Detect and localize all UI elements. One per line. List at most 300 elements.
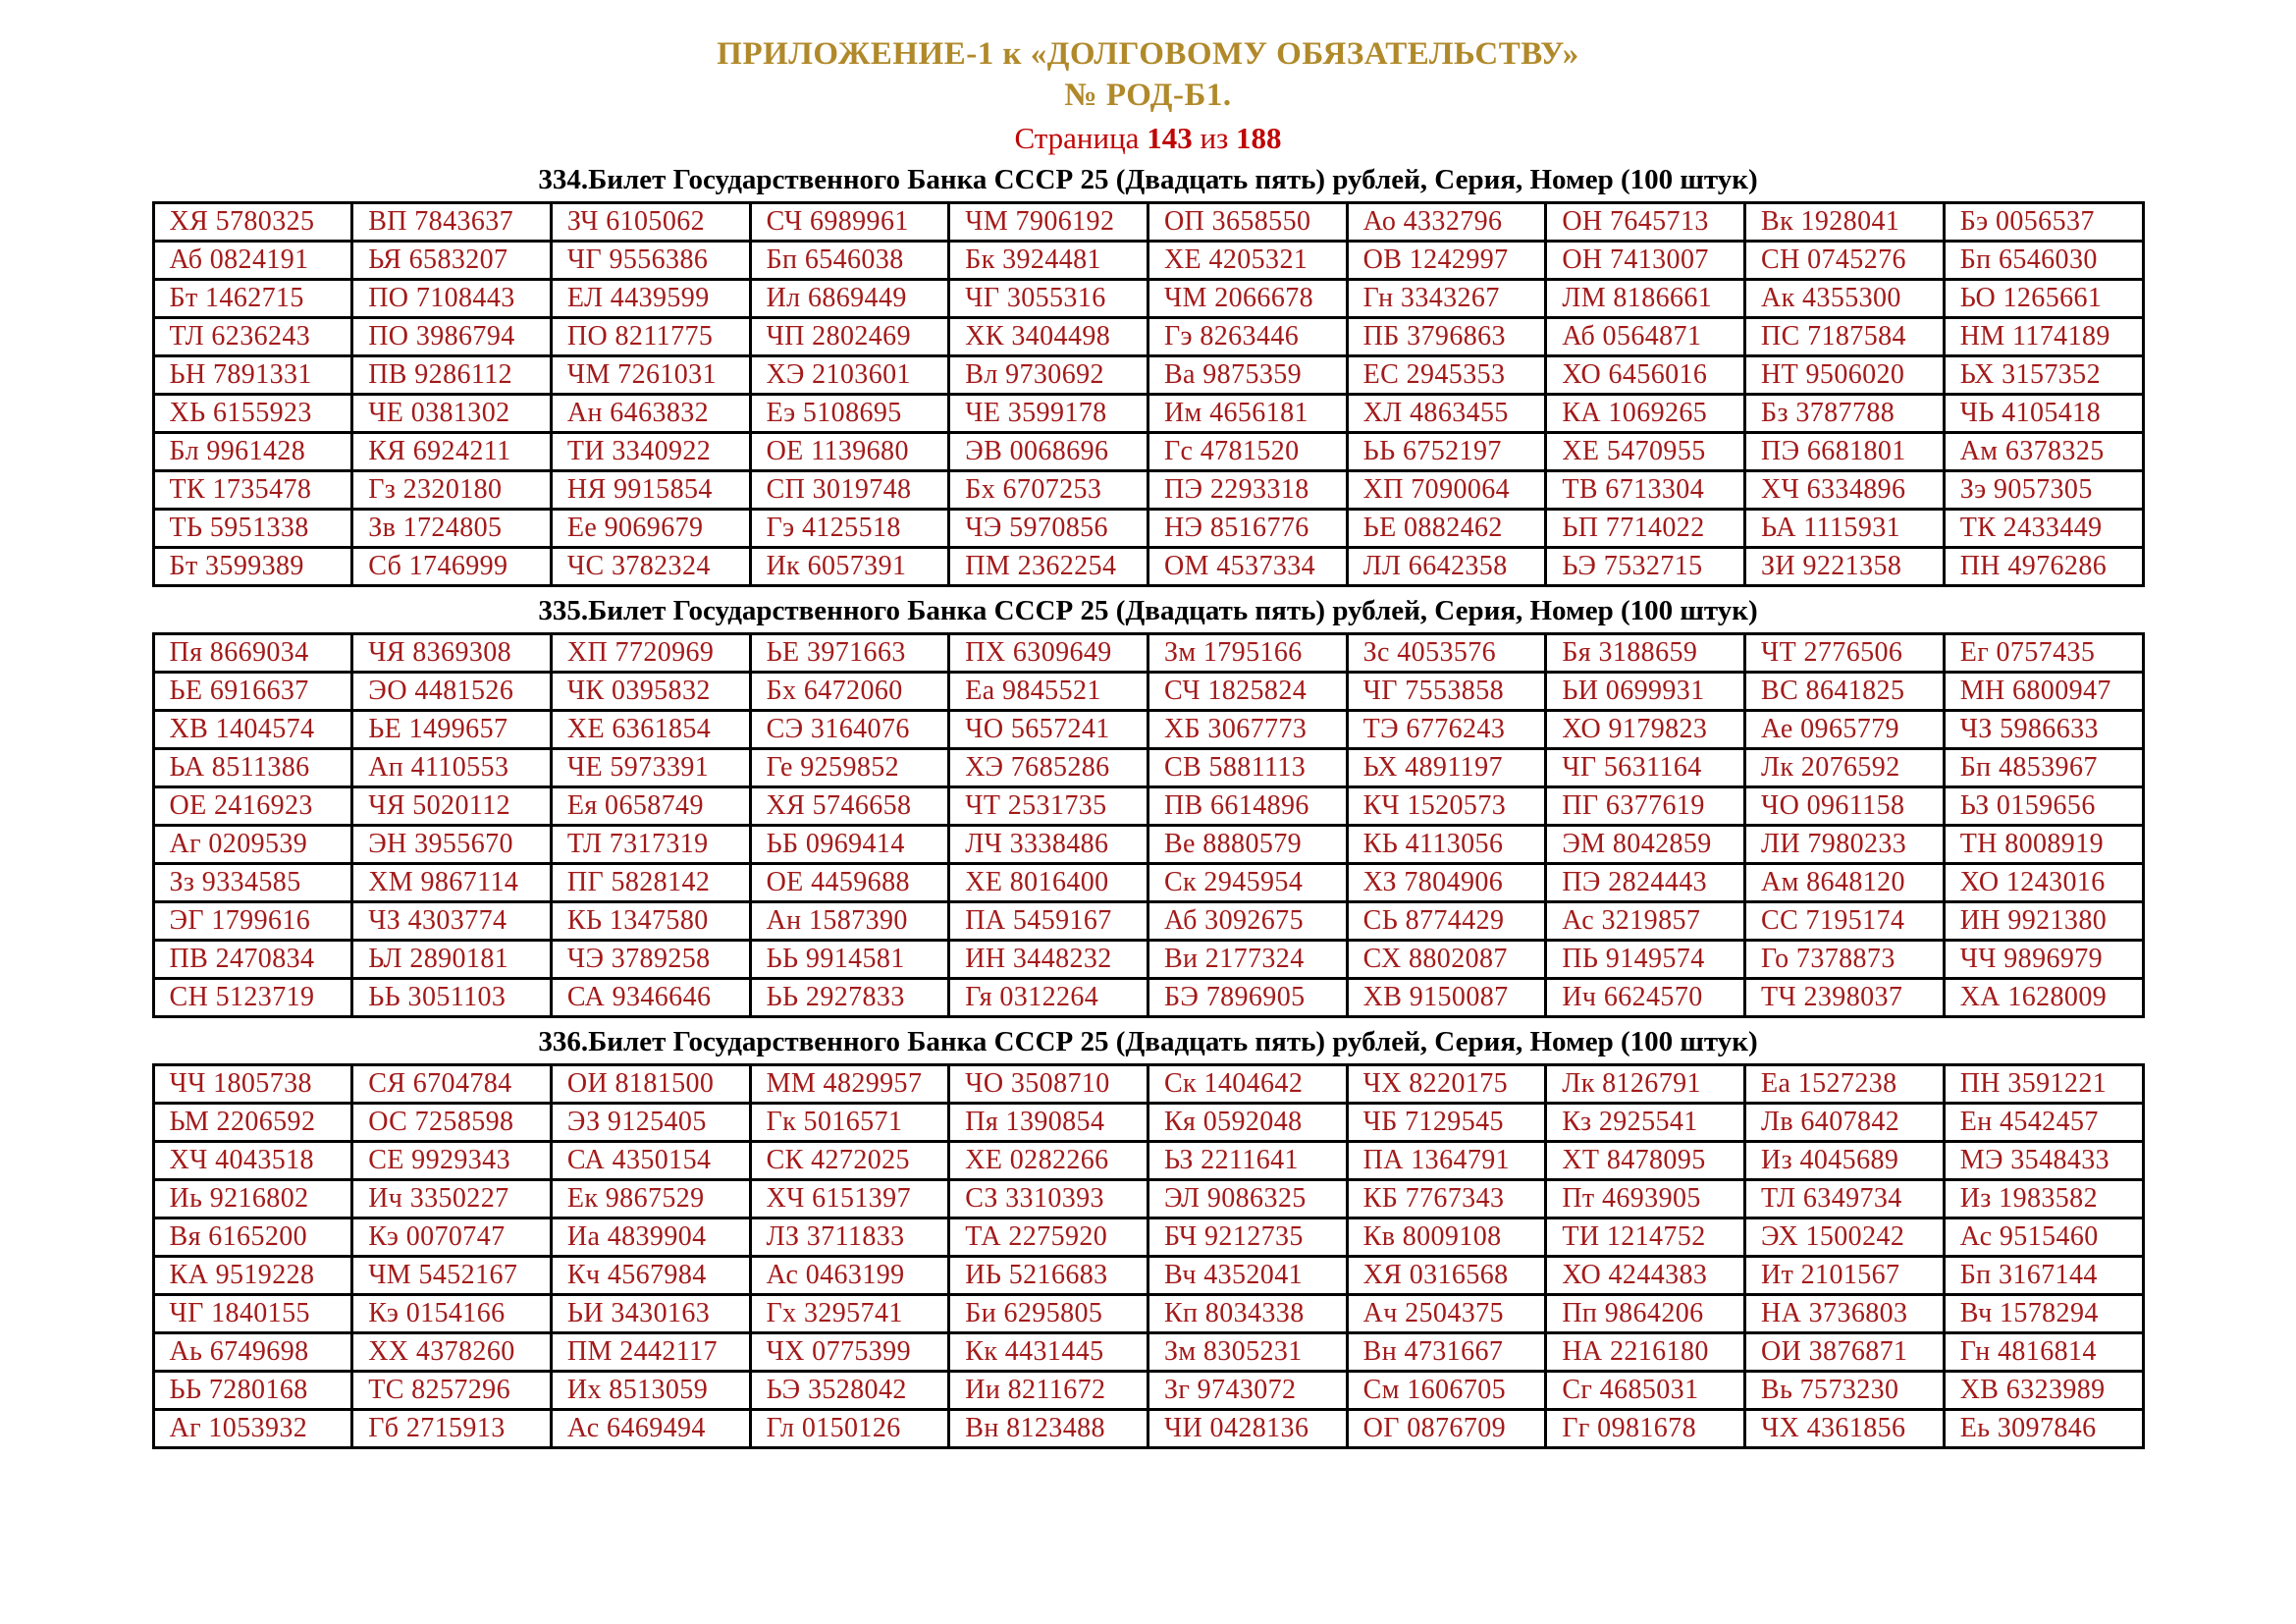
serial-cell: ЬА 1115931 [1745,510,1945,548]
serial-cell: Ик 6057391 [750,548,949,586]
serial-cell: Лв 6407842 [1745,1104,1945,1142]
serial-cell: Сг 4685031 [1546,1372,1745,1410]
serial-cell: ХП 7720969 [551,634,750,673]
serial-cell: Ам 8648120 [1745,864,1945,902]
serial-cell: ЬО 1265661 [1944,280,2143,318]
serial-cell: ЬЬ 3051103 [352,979,552,1017]
serial-cell: Ич 6624570 [1546,979,1745,1017]
serial-cell: ПЭ 2293318 [1148,471,1347,510]
serial-cell: Зг 9743072 [1148,1372,1347,1410]
serial-cell: ОН 7413007 [1546,242,1745,280]
serial-cell: Аб 0564871 [1546,318,1745,356]
table-row [153,356,2143,395]
serial-cell: ЛЛ 6642358 [1347,548,1546,586]
doc-title-line-1: ПРИЛОЖЕНИЕ-1 к «ДОЛГОВОМУ ОБЯЗАТЕЛЬСТВУ» [717,36,1579,72]
serial-cell: ЬЛ 2890181 [352,941,552,979]
serial-cell: Аб 3092675 [1148,902,1347,941]
serial-cell: Им 4656181 [1148,395,1347,433]
serial-cell: ХО 9179823 [1546,711,1745,749]
serial-cell: Вл 9730692 [949,356,1148,395]
serial-cell: Кз 2925541 [1546,1104,1745,1142]
serial-cell: Бх 6707253 [949,471,1148,510]
serial-cell: СЯ 6704784 [352,1065,552,1104]
serial-cell: ХЗ 7804906 [1347,864,1546,902]
serial-cell: Ит 2101567 [1745,1257,1945,1295]
serial-cell: ЭГ 1799616 [153,902,352,941]
serial-cell: ПМ 2442117 [551,1333,750,1372]
serial-cell: ХЯ 5746658 [750,787,949,826]
serial-cell: ЬЭ 7532715 [1546,548,1745,586]
serial-cell: ХЕ 8016400 [949,864,1148,902]
serial-cell: ЧМ 7261031 [551,356,750,395]
serial-cell: ЧГ 5631164 [1546,749,1745,787]
serial-cell: ХП 7090064 [1347,471,1546,510]
serial-cell: Лк 8126791 [1546,1065,1745,1104]
serial-cell: Гс 4781520 [1148,433,1347,471]
serial-cell: СН 5123719 [153,979,352,1017]
serial-cell: ТС 8257296 [352,1372,552,1410]
serial-cell: ОМ 4537334 [1148,548,1347,586]
serial-cell: ХК 3404498 [949,318,1148,356]
table-row [153,1372,2143,1410]
serial-cell: ИН 9921380 [1944,902,2143,941]
serial-cell: ЬА 8511386 [153,749,352,787]
serial-cell: СЧ 1825824 [1148,673,1347,711]
serial-cell: ХЧ 4043518 [153,1142,352,1180]
serial-cell: СХ 8802087 [1347,941,1546,979]
serial-cell: ХЕ 6361854 [551,711,750,749]
serial-cell: ЬЬ 9914581 [750,941,949,979]
serial-cell: ЧЯ 5020112 [352,787,552,826]
serial-cell: ХЯ 5780325 [153,203,352,242]
serial-cell: ЛЧ 3338486 [949,826,1148,864]
serial-cell: ТИ 3340922 [551,433,750,471]
serial-cell: ВС 8641825 [1745,673,1945,711]
page-of-word: из [1200,121,1229,155]
serial-cell: Кя 0592048 [1148,1104,1347,1142]
serial-cell: Гн 4816814 [1944,1333,2143,1372]
serial-cell: Бх 6472060 [750,673,949,711]
serial-cell: ХЯ 0316568 [1347,1257,1546,1295]
serial-cell: Ап 4110553 [352,749,552,787]
serial-cell: Бк 3924481 [949,242,1148,280]
serial-cell: Вк 1928041 [1745,203,1945,242]
table-row [153,510,2143,548]
serial-cell: ЧО 0961158 [1745,787,1945,826]
serial-cell: ЧТ 2531735 [949,787,1148,826]
serial-cell: ТЬ 5951338 [153,510,352,548]
serial-cell: ПА 1364791 [1347,1142,1546,1180]
section-title: 334.Билет Государственного Банка СССР 25 (Двадцать пять) рублей, Серия, Номер (100 штук) [538,164,1758,195]
serial-cell: ЬЭ 3528042 [750,1372,949,1410]
serial-cell: Пя 1390854 [949,1104,1148,1142]
serial-cell: КЬ 4113056 [1347,826,1546,864]
page-indicator [0,120,2296,156]
serial-cell: Гэ 8263446 [1148,318,1347,356]
serial-cell: Ве 8880579 [1148,826,1347,864]
serial-cell: ЬЬ 6752197 [1347,433,1546,471]
serial-cell: Аь 6749698 [153,1333,352,1372]
serial-cell: Ам 6378325 [1944,433,2143,471]
serial-cell: ОЕ 1139680 [750,433,949,471]
serial-cell: ЬЬ 7280168 [153,1372,352,1410]
serial-cell: Ас 3219857 [1546,902,1745,941]
serial-cell: ЧЬ 4105418 [1944,395,2143,433]
serial-cell: ХЧ 6151397 [750,1180,949,1218]
table-row [153,1104,2143,1142]
serial-cell: ПГ 6377619 [1546,787,1745,826]
serial-cell: Вн 8123488 [949,1410,1148,1448]
serial-cell: ПВ 2470834 [153,941,352,979]
serial-cell: ЬЕ 0882462 [1347,510,1546,548]
table-row [153,433,2143,471]
serial-cell: Бп 4853967 [1944,749,2143,787]
serial-cell: ЬЕ 6916637 [153,673,352,711]
serial-cell: Гх 3295741 [750,1295,949,1333]
serial-cell: Зм 1795166 [1148,634,1347,673]
serial-cell: Бт 3599389 [153,548,352,586]
serial-cell: Бэ 0056537 [1944,203,2143,242]
serial-cell: Лк 2076592 [1745,749,1945,787]
serial-cell: ХЧ 6334896 [1745,471,1945,510]
serial-cell: ПО 8211775 [551,318,750,356]
table-row [153,864,2143,902]
serial-cell: ХХ 4378260 [352,1333,552,1372]
serial-cell: ПВ 6614896 [1148,787,1347,826]
serial-cell: Вн 4731667 [1347,1333,1546,1372]
table-row [153,1180,2143,1218]
table-row [153,1065,2143,1104]
serial-cell: Гэ 4125518 [750,510,949,548]
serial-cell: ТЭ 6776243 [1347,711,1546,749]
serial-cell: Аг 0209539 [153,826,352,864]
serial-cell: ПА 5459167 [949,902,1148,941]
serial-cell: НА 2216180 [1546,1333,1745,1372]
serial-cell: ЧИ 0428136 [1148,1410,1347,1448]
serial-cell: ПС 7187584 [1745,318,1945,356]
serial-cell: ЛЗ 3711833 [750,1218,949,1257]
table-row [153,941,2143,979]
serial-cell: НА 3736803 [1745,1295,1945,1333]
serial-cell: ЬЗ 2211641 [1148,1142,1347,1180]
serial-cell: ЭН 3955670 [352,826,552,864]
serial-number-table [152,201,2145,587]
serial-cell: ЛМ 8186661 [1546,280,1745,318]
serial-cell: ОГ 0876709 [1347,1410,1546,1448]
serial-cell: ОИ 3876871 [1745,1333,1945,1372]
serial-cell: ЕЛ 4439599 [551,280,750,318]
serial-cell: ПХ 6309649 [949,634,1148,673]
page-current-number: 143 [1147,121,1193,155]
serial-cell: Ен 4542457 [1944,1104,2143,1142]
serial-cell: ТЛ 6236243 [153,318,352,356]
table-row [153,1257,2143,1295]
serial-cell: ВП 7843637 [352,203,552,242]
serial-cell: Бп 3167144 [1944,1257,2143,1295]
serial-cell: Иа 4839904 [551,1218,750,1257]
serial-cell: Гк 5016571 [750,1104,949,1142]
serial-cell: ЧЭ 3789258 [551,941,750,979]
serial-cell: Ва 9875359 [1148,356,1347,395]
serial-cell: СЭ 3164076 [750,711,949,749]
serial-cell: КЬ 1347580 [551,902,750,941]
serial-cell: ЬИ 3430163 [551,1295,750,1333]
table-row [153,471,2143,510]
serial-cell: ЗЧ 6105062 [551,203,750,242]
page-word: Страница [1014,121,1140,155]
table-row [153,1410,2143,1448]
serial-cell: Зэ 9057305 [1944,471,2143,510]
serial-cell: ОН 7645713 [1546,203,1745,242]
serial-cell: Ее 9069679 [551,510,750,548]
serial-cell: ХБ 3067773 [1148,711,1347,749]
serial-cell: ЬМ 2206592 [153,1104,352,1142]
serial-cell: Ак 4355300 [1745,280,1945,318]
serial-cell: ОИ 8181500 [551,1065,750,1104]
table-row [153,1295,2143,1333]
serial-cell: Кэ 0070747 [352,1218,552,1257]
serial-cell: ОВ 1242997 [1347,242,1546,280]
serial-cell: Гл 0150126 [750,1410,949,1448]
serial-cell: ТН 8008919 [1944,826,2143,864]
serial-cell: ЧК 0395832 [551,673,750,711]
serial-cell: Бп 6546038 [750,242,949,280]
serial-cell: ЧО 3508710 [949,1065,1148,1104]
serial-cell: Ао 4332796 [1347,203,1546,242]
serial-cell: ХТ 8478095 [1546,1142,1745,1180]
serial-cell: ХО 1243016 [1944,864,2143,902]
table-row [153,1333,2143,1372]
serial-cell: ХЛ 4863455 [1347,395,1546,433]
serial-cell: НМ 1174189 [1944,318,2143,356]
serial-cell: СЬ 8774429 [1347,902,1546,941]
serial-cell: ИН 3448232 [949,941,1148,979]
serial-cell: Иь 9216802 [153,1180,352,1218]
serial-cell: ЧХ 4361856 [1745,1410,1945,1448]
serial-cell: СЗ 3310393 [949,1180,1148,1218]
serial-cell: ПЬ 9149574 [1546,941,1745,979]
serial-cell: Ек 9867529 [551,1180,750,1218]
serial-cell: ЧМ 7906192 [949,203,1148,242]
serial-cell: Ае 0965779 [1745,711,1945,749]
serial-cell: Ан 6463832 [551,395,750,433]
serial-cell: Зв 1724805 [352,510,552,548]
serial-cell: ЧЕ 3599178 [949,395,1148,433]
serial-cell: СП 3019748 [750,471,949,510]
serial-cell: ЭМ 8042859 [1546,826,1745,864]
serial-cell: ЭЛ 9086325 [1148,1180,1347,1218]
serial-cell: ЧХ 8220175 [1347,1065,1546,1104]
serial-cell: ОЕ 4459688 [750,864,949,902]
serial-cell: Еь 3097846 [1944,1410,2143,1448]
serial-cell: ЧБ 7129545 [1347,1104,1546,1142]
serial-cell: ЬП 7714022 [1546,510,1745,548]
serial-cell: Кэ 0154166 [352,1295,552,1333]
page-total-number: 188 [1236,121,1282,155]
serial-cell: СВ 5881113 [1148,749,1347,787]
serial-cell: ЛИ 7980233 [1745,826,1945,864]
serial-cell: ЧГ 9556386 [551,242,750,280]
serial-cell: Вч 1578294 [1944,1295,2143,1333]
serial-cell: КЧ 1520573 [1347,787,1546,826]
serial-cell: СС 7195174 [1745,902,1945,941]
serial-cell: Вя 6165200 [153,1218,352,1257]
serial-cell: КБ 7767343 [1347,1180,1546,1218]
serial-cell: Бз 3787788 [1745,395,1945,433]
serial-cell: ЧГ 7553858 [1347,673,1546,711]
sections-container [0,162,2296,1449]
serial-cell: ОС 7258598 [352,1104,552,1142]
serial-cell: Из 4045689 [1745,1142,1945,1180]
serial-cell: ХВ 9150087 [1347,979,1546,1017]
serial-cell: ЬЕ 1499657 [352,711,552,749]
serial-cell: Еа 1527238 [1745,1065,1945,1104]
serial-cell: Ил 6869449 [750,280,949,318]
table-row [153,318,2143,356]
serial-cell: Ск 1404642 [1148,1065,1347,1104]
serial-cell: Кч 4567984 [551,1257,750,1295]
serial-cell: Зз 9334585 [153,864,352,902]
serial-cell: ТЛ 7317319 [551,826,750,864]
serial-cell: ПН 3591221 [1944,1065,2143,1104]
serial-cell: ХМ 9867114 [352,864,552,902]
serial-cell: ХЕ 0282266 [949,1142,1148,1180]
table-row [153,548,2143,586]
serial-cell: Еэ 5108695 [750,395,949,433]
doc-title-line-2: № РОД-Б1. [1064,78,1232,113]
serial-cell: ХО 6456016 [1546,356,1745,395]
serial-cell: ЧЕ 0381302 [352,395,552,433]
serial-cell: Гя 0312264 [949,979,1148,1017]
serial-cell: ПН 4976286 [1944,548,2143,586]
serial-cell: Гз 2320180 [352,471,552,510]
serial-cell: ПМ 2362254 [949,548,1148,586]
serial-cell: Вь 7573230 [1745,1372,1945,1410]
serial-cell: Кп 8034338 [1148,1295,1347,1333]
serial-cell: Их 8513059 [551,1372,750,1410]
serial-cell: ЬХ 4891197 [1347,749,1546,787]
serial-cell: ХЕ 4205321 [1148,242,1347,280]
serial-cell: ЬЗ 0159656 [1944,787,2143,826]
serial-cell: Еа 9845521 [949,673,1148,711]
serial-cell: БЭ 7896905 [1148,979,1347,1017]
serial-cell: МН 6800947 [1944,673,2143,711]
serial-cell: Кв 8009108 [1347,1218,1546,1257]
serial-cell: ЧП 2802469 [750,318,949,356]
serial-cell: ЭХ 1500242 [1745,1218,1945,1257]
serial-cell: ЧО 5657241 [949,711,1148,749]
serial-cell: КА 9519228 [153,1257,352,1295]
serial-cell: ЧТ 2776506 [1745,634,1945,673]
serial-cell: Пп 9864206 [1546,1295,1745,1333]
serial-cell: ЧЯ 8369308 [352,634,552,673]
serial-cell: ПЭ 6681801 [1745,433,1945,471]
serial-cell: ЧГ 1840155 [153,1295,352,1333]
serial-cell: Аб 0824191 [153,242,352,280]
serial-cell: КА 1069265 [1546,395,1745,433]
serial-cell: Из 1983582 [1944,1180,2143,1218]
serial-cell: Ск 2945954 [1148,864,1347,902]
serial-cell: СН 0745276 [1745,242,1945,280]
serial-cell: Ич 3350227 [352,1180,552,1218]
serial-cell: Бт 1462715 [153,280,352,318]
serial-cell: ХЬ 6155923 [153,395,352,433]
serial-cell: ПГ 5828142 [551,864,750,902]
table-row [153,280,2143,318]
serial-cell: Го 7378873 [1745,941,1945,979]
table-row [153,1142,2143,1180]
serial-cell: ХА 1628009 [1944,979,2143,1017]
table-row [153,711,2143,749]
serial-cell: ЧМ 2066678 [1148,280,1347,318]
serial-cell: СЧ 6989961 [750,203,949,242]
serial-cell: ПБ 3796863 [1347,318,1546,356]
serial-cell: ЭЗ 9125405 [551,1104,750,1142]
serial-cell: МЭ 3548433 [1944,1142,2143,1180]
serial-cell: ЬЬ 2927833 [750,979,949,1017]
serial-cell: ЬХ 3157352 [1944,356,2143,395]
serial-cell: Ге 9259852 [750,749,949,787]
serial-cell: ХВ 1404574 [153,711,352,749]
serial-cell: ОЕ 2416923 [153,787,352,826]
serial-number-table [152,1063,2145,1449]
serial-cell: Гб 2715913 [352,1410,552,1448]
table-row [153,749,2143,787]
table-row [153,673,2143,711]
serial-cell: ХЭ 2103601 [750,356,949,395]
serial-cell: ТВ 6713304 [1546,471,1745,510]
table-row [153,395,2143,433]
serial-cell: ПО 7108443 [352,280,552,318]
table-row [153,242,2143,280]
serial-cell: ЧМ 5452167 [352,1257,552,1295]
serial-cell: ЧЧ 9896979 [1944,941,2143,979]
serial-cell: ЧЭ 5970856 [949,510,1148,548]
serial-cell: ТИ 1214752 [1546,1218,1745,1257]
serial-cell: КЯ 6924211 [352,433,552,471]
table-row [153,826,2143,864]
serial-cell: ЧХ 0775399 [750,1333,949,1372]
serial-cell: Ас 9515460 [1944,1218,2143,1257]
table-row [153,979,2143,1017]
serial-cell: ХЭ 7685286 [949,749,1148,787]
serial-cell: СА 4350154 [551,1142,750,1180]
serial-cell: Ас 6469494 [551,1410,750,1448]
serial-cell: СА 9346646 [551,979,750,1017]
serial-cell: Пя 8669034 [153,634,352,673]
serial-cell: Гн 3343267 [1347,280,1546,318]
serial-cell: Сб 1746999 [352,548,552,586]
serial-cell: Пт 4693905 [1546,1180,1745,1218]
serial-cell: ЬН 7891331 [153,356,352,395]
serial-cell: НТ 9506020 [1745,356,1945,395]
serial-cell: Бп 6546030 [1944,242,2143,280]
serial-cell: ХВ 6323989 [1944,1372,2143,1410]
serial-cell: Бл 9961428 [153,433,352,471]
serial-cell: Ея 0658749 [551,787,750,826]
serial-cell: ХЕ 5470955 [1546,433,1745,471]
serial-cell: ТЛ 6349734 [1745,1180,1945,1218]
serial-cell: ОП 3658550 [1148,203,1347,242]
serial-cell: ПВ 9286112 [352,356,552,395]
serial-cell: Ач 2504375 [1347,1295,1546,1333]
serial-cell: ЗИ 9221358 [1745,548,1945,586]
serial-cell: СК 4272025 [750,1142,949,1180]
serial-cell: ЧЕ 5973391 [551,749,750,787]
serial-cell: ТА 2275920 [949,1218,1148,1257]
serial-cell: ЧЧ 1805738 [153,1065,352,1104]
serial-cell: ЧЗ 4303774 [352,902,552,941]
